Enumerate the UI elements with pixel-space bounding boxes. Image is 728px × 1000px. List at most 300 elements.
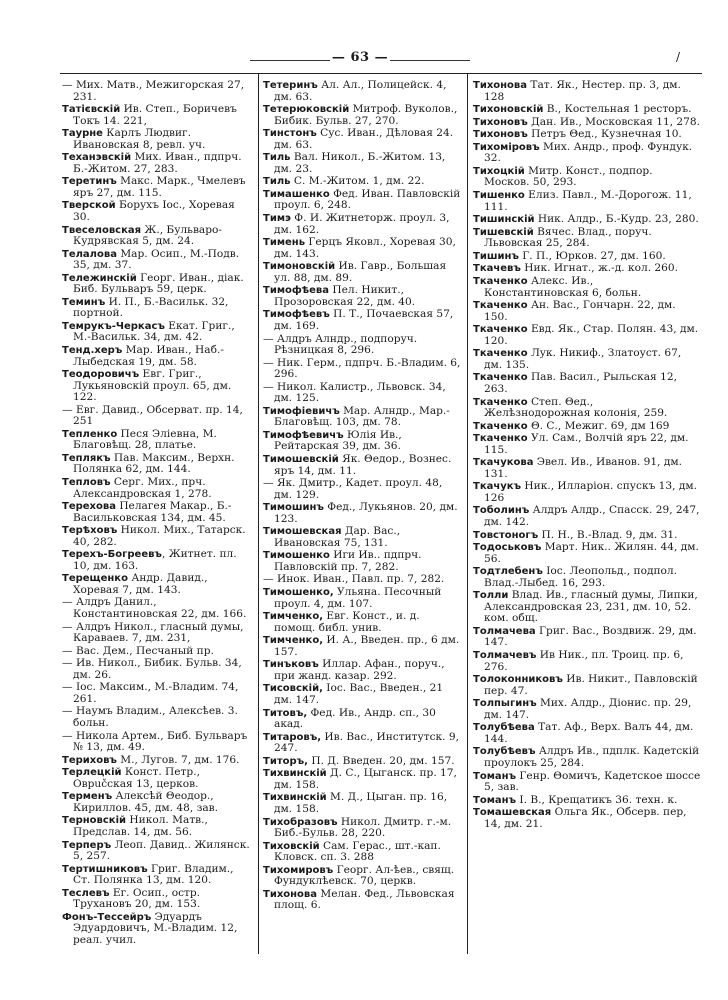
- entry-surname: Твеселовская: [62, 224, 142, 236]
- entry-details: Эдуардъ Эдуардовичъ, М.-Владим. 12, реал. учил.: [73, 910, 238, 946]
- entry-surname: Таурне: [62, 128, 103, 140]
- directory-entry: [263, 128, 463, 151]
- entry-details: Ф. И. Житнеторж. проул. 3, дм. 162.: [274, 212, 450, 236]
- entry-details: Ольга Як., Обсерв. пер, 14, дм. 21.: [484, 806, 687, 830]
- entry-details: Евг. Конст., и. д. помощ. библ. унив.: [274, 610, 420, 634]
- entry-surname: Тимоновскій: [263, 261, 336, 273]
- entry-details: П. Н., В.-Влад. 9, дм. 31.: [538, 528, 678, 541]
- entry-details: Ал. Ал., Полицейск. 4, дм. 63.: [274, 79, 447, 103]
- entry-details: Мар. Алндр., Мар.-Благовѣщ. 103, дм. 78.: [274, 404, 450, 429]
- directory-entry: [62, 249, 254, 272]
- directory-entry: [473, 348, 701, 371]
- entry-surname: Томанъ: [473, 794, 517, 806]
- directory-entry: [62, 200, 254, 223]
- directory-entry: [263, 213, 463, 236]
- directory-entry: [62, 791, 254, 814]
- entry-surname: Фонъ-Тессейръ: [62, 911, 152, 923]
- directory-entry: [263, 732, 463, 755]
- entry-surname: Толмачевъ: [473, 650, 537, 662]
- entry-surname: Титовъ,: [263, 707, 308, 719]
- directory-entry: [473, 324, 701, 347]
- column-2: [263, 80, 463, 913]
- header-rule-right: [390, 60, 470, 61]
- entry-details: Ив. Степ., Боричевъ Токъ 14. 221,: [73, 103, 237, 127]
- directory-entry: [263, 189, 463, 212]
- directory-entry: [62, 104, 254, 127]
- entry-surname: Тимофѣева: [263, 285, 330, 297]
- entry-details: Ив. Никит., Павловскій пер. 47.: [484, 673, 698, 697]
- entry-surname: Тодоськовъ: [473, 542, 542, 554]
- entry-surname: Терѣховъ: [62, 525, 118, 537]
- entry-surname: Тепловъ: [62, 477, 111, 488]
- entry-surname: Ткачевъ: [473, 263, 521, 275]
- entry-details: Іос. Вас., Введен., 21 дм. 147.: [274, 682, 444, 706]
- entry-surname: Толпыгинъ: [473, 698, 537, 710]
- entry-details: Евг. Григ., Лукьяновскій проул. 65, дм. 122.: [73, 368, 232, 404]
- directory-entry: [62, 888, 254, 911]
- directory-entry: [62, 864, 254, 887]
- entry-surname: Тимошенко,: [263, 587, 334, 599]
- directory-entry: [263, 334, 463, 357]
- entry-surname: Тимофѣевичъ: [263, 429, 344, 441]
- entry-surname: Ткаченко: [473, 372, 528, 384]
- entry-details: М., Лугов. 7, дм. 176.: [116, 753, 240, 766]
- entry-details: Мих. Андр., проф. Фундук. 32.: [484, 140, 693, 165]
- directory-entry: [62, 767, 254, 790]
- entry-details: Серг. Мих., прч. Александровская 1, 278.: [73, 476, 212, 500]
- entry-details: Ан. Вас., Гончарн. 22, дм. 150.: [484, 299, 676, 323]
- entry-details: Эвел. Ив., Иванов. 91, дм. 131.: [484, 456, 682, 480]
- entry-details: Иллар. Афан., поруч., при жанд. казар. 292.: [274, 658, 445, 682]
- directory-entry: [62, 815, 254, 838]
- directory-entry: [263, 430, 463, 453]
- directory-entry: [473, 795, 701, 807]
- entry-surname: Тимошинъ: [263, 502, 324, 514]
- directory-entry: [473, 674, 701, 697]
- entry-details: Юлія Ив., Рейтарская 39, дм. 36.: [274, 428, 402, 453]
- entry-surname: Тертишниковъ: [62, 863, 148, 875]
- entry-details: Фед., Лукьянов. 20, дм. 123.: [274, 501, 458, 525]
- directory-entry: [62, 682, 254, 705]
- entry-details: Леоп. Давид.. Жилянск. 5, 257.: [73, 838, 250, 862]
- entry-details: Конст. Петр., Оврučская 13, церков.: [73, 766, 200, 790]
- entry-surname: Тишевскій: [473, 226, 534, 238]
- entry-details: Фед. Иван. Павловскій проул. 6, 248.: [274, 187, 461, 212]
- directory-entry: [62, 297, 254, 320]
- directory-entry: [473, 190, 701, 213]
- entry-details: — Евг. Давид., Обсерват. пр. 14, 251: [62, 403, 243, 428]
- directory-entry: [263, 841, 463, 864]
- directory-entry: [62, 429, 254, 452]
- directory-entry: [263, 587, 463, 610]
- entry-surname: Тихоновъ: [473, 116, 528, 128]
- entry-details: І. В., Крещатикъ 36. техн. к.: [516, 793, 678, 806]
- entry-details: Песя Эліевна, М. Благовѣщ. 28, платье.: [73, 427, 217, 452]
- entry-details: — Ник. Герм., пдпрч. Б.-Владим. 6, 296.: [263, 356, 461, 381]
- entry-surname: Тоболинъ: [473, 505, 530, 517]
- directory-entry: [62, 573, 254, 596]
- directory-entry: [62, 405, 254, 428]
- directory-entry: [62, 731, 254, 754]
- directory-entry: [62, 321, 254, 344]
- directory-entry: [263, 237, 463, 260]
- page-header: [0, 50, 728, 70]
- entry-surname: Тимэ: [263, 213, 291, 225]
- entry-surname: Титаровъ,: [263, 731, 322, 743]
- entry-surname: Томашевская: [473, 807, 552, 819]
- entry-details: Иги Ив.. пдпрч. Павловскій пр. 7, 282.: [274, 549, 422, 573]
- entry-details: Як. Θедор., Вознес. яръ 14, дм. 11.: [274, 453, 452, 477]
- entry-details: Пав. Васил., Рыльская 12, 263.: [484, 371, 677, 395]
- directory-entry: [473, 263, 701, 275]
- entry-surname: Тихоцкій: [473, 165, 525, 177]
- entry-details: Пав. Максим., Верхн. Полянка 62, дм. 144.: [73, 451, 235, 476]
- directory-entry: [473, 698, 701, 721]
- entry-surname: Тимошевскій: [263, 454, 339, 465]
- directory-entry: [263, 80, 463, 103]
- entry-surname: Толмачева: [473, 625, 536, 637]
- directory-entry: [263, 261, 463, 284]
- entry-details: Степ. Θед., Желѣзнодорожная колонія, 259.: [484, 395, 668, 419]
- entry-details: — Никола Артем., Биб. Бульваръ № 13, дм. 49.: [62, 729, 248, 754]
- entry-details: Герцъ Яковл., Хоревая 30, дм. 143.: [274, 236, 456, 260]
- entry-surname: Толли: [473, 590, 509, 602]
- directory-entry: [62, 549, 254, 572]
- directory-entry: [263, 550, 463, 573]
- entry-details: Лук. Никиф., Златоуст. 67, дм. 135.: [484, 347, 682, 371]
- entry-surname: Ткаченко: [473, 433, 528, 445]
- entry-details: — Никол. Калистр., Львовск. 34, дм. 125.: [263, 380, 446, 405]
- entry-details: Март. Ник.. Жилян. 44, дм. 56.: [484, 541, 699, 565]
- entry-surname: Тимень: [263, 237, 306, 249]
- entry-details: — Як. Дмитр., Кадет. проул. 48, дм. 129.: [263, 477, 443, 501]
- directory-entry: [473, 421, 701, 433]
- directory-entry: [473, 433, 701, 456]
- entry-surname: Тиль: [263, 176, 291, 188]
- entry-surname: Тетеринъ: [263, 80, 318, 91]
- entry-details: Евд. Як., Стар. Полян. 43, дм. 120.: [484, 323, 699, 347]
- directory-entry: [263, 792, 463, 815]
- directory-entry: [263, 406, 463, 429]
- entry-surname: Терновскій: [62, 815, 127, 827]
- margin-mark: /: [676, 50, 681, 64]
- entry-details: П. Т., Почаевская 57, дм. 169.: [274, 308, 454, 332]
- entry-details: Тат. Аф., Верх. Валъ 44, дм. 144.: [484, 721, 694, 745]
- directory-entry: [62, 501, 254, 524]
- entry-surname: Тинстонъ: [263, 128, 317, 140]
- entry-surname: Терехова: [62, 501, 116, 513]
- entry-surname: Тимченко,: [263, 635, 324, 647]
- entry-surname: Теплякъ: [62, 452, 111, 464]
- entry-details: Карлъ Людвиг. Ивановская 8, ревл. уч.: [73, 127, 206, 151]
- entry-surname: Тихоновъ: [473, 129, 528, 141]
- page-number: — 63 —: [331, 50, 389, 65]
- directory-entry: [263, 708, 463, 731]
- entry-details: Ег. Осип., остр. Трухановъ 20, дм. 153.: [73, 886, 201, 911]
- entry-surname: Тимченко,: [263, 611, 324, 623]
- entry-surname: Телалова: [62, 248, 117, 260]
- directory-entry: [62, 622, 254, 645]
- directory-entry: [473, 142, 701, 165]
- entry-details: С. М.-Житом. 1, дм. 22.: [290, 175, 425, 188]
- entry-surname: Тимошевская: [263, 526, 342, 538]
- entry-surname: Терлецкій: [62, 767, 122, 779]
- column-divider-2: [467, 74, 468, 954]
- directory-entry: [473, 481, 701, 504]
- directory-entry: [473, 771, 701, 794]
- entry-details: Ник., Илларіон. спускъ 13, дм. 126: [484, 480, 698, 504]
- entry-surname: Тишинъ: [473, 250, 519, 262]
- entry-details: Іос. Леопольд., подпол. Влад.-Лыбед. 16, 293.: [484, 565, 678, 589]
- directory-entry: [62, 176, 254, 199]
- entry-details: Θ. С., Межиг. 69, дм 169: [527, 419, 670, 432]
- directory-entry: [473, 530, 701, 542]
- directory-entry: [473, 251, 701, 263]
- directory-entry: [473, 129, 701, 141]
- directory-entry: [62, 706, 254, 729]
- entry-surname: Тиль: [263, 152, 291, 164]
- entry-details: Д. С., Цыганск. пр. 17, дм. 158.: [274, 767, 457, 791]
- entry-surname: Тихонова: [263, 888, 318, 900]
- directory-entry: [473, 397, 701, 420]
- entry-details: П. Д. Введен. 20, дм. 157.: [307, 754, 455, 767]
- entry-details: Алдръ Ив., пдплк. Кадетскій проулокъ 25, 284.: [484, 745, 700, 769]
- entry-details: Никол. Дмитр. г.-м. Биб.-Бульв. 28, 220.: [274, 815, 452, 839]
- entry-details: Мих. Иван., пдпрч. Б.-Житом. 27, 283.: [73, 151, 242, 175]
- entry-details: Алдръ Алдр., Спасск. 29, 247, дм. 142.: [484, 504, 700, 528]
- entry-details: Ул. Сам., Волчій яръ 22, дм. 115.: [484, 432, 689, 456]
- directory-entry: [263, 152, 463, 175]
- directory-entry: [473, 372, 701, 395]
- entry-details: Ник. Игнат., ж.-д. кол. 260.: [520, 262, 679, 275]
- entry-details: Григ. Владим., Ст. Полянка 13, дм. 120.: [73, 862, 234, 887]
- entry-details: Фед. Ив., Андр. сп., 30 акад.: [274, 706, 436, 731]
- entry-details: Григ. Вас., Воздвиж. 29, дм. 147.: [484, 624, 697, 649]
- entry-surname: Тисовскій,: [263, 683, 323, 695]
- entry-surname: Тимашенко: [263, 188, 330, 200]
- entry-details: И. А., Введен. пр., 6 дм. 157.: [274, 634, 460, 658]
- directory-entry: [263, 574, 463, 586]
- entry-surname: Ткачукова: [473, 457, 534, 469]
- entry-details: — Инок. Иван., Павл. пр. 7, 282.: [263, 573, 445, 586]
- entry-surname: Ткаченко: [473, 396, 528, 408]
- entry-surname: Теодоровичъ: [62, 369, 140, 381]
- directory-entry: [263, 526, 463, 549]
- directory-entry: [62, 345, 254, 368]
- directory-entry: [62, 840, 254, 863]
- entry-details: Влад. Ив., гласный думы, Липки, Александровская 23, 231, дм. 10, 52. ком. общ.: [484, 589, 698, 625]
- directory-entry: [473, 166, 701, 189]
- entry-details: Борухъ Іос., Хоревая 30.: [73, 199, 235, 223]
- directory-entry: [62, 912, 254, 947]
- directory-entry: [62, 152, 254, 175]
- directory-entry: [263, 454, 463, 477]
- entry-details: — Вас. Дем., Песчаный пр.: [62, 644, 214, 657]
- directory-entry: [62, 525, 254, 548]
- entry-details: — Ив. Никол., Бибик. Бульв. 34, дм. 26.: [62, 657, 242, 681]
- entry-details: Петръ Θед., Кузнечная 10.: [527, 128, 682, 141]
- entry-surname: Теретинъ: [62, 176, 117, 188]
- directory-entry: [62, 477, 254, 500]
- directory-entry: [473, 276, 701, 299]
- directory-entry: [263, 478, 463, 501]
- entry-surname: Ткаченко: [473, 348, 528, 360]
- directory-entry: [473, 542, 701, 565]
- entry-surname: Ткаченко: [473, 420, 528, 432]
- directory-entry: [62, 80, 254, 103]
- entry-surname: Титоръ,: [263, 755, 308, 767]
- entry-surname: Тихвинскій: [263, 792, 327, 804]
- entry-surname: Тишинскій: [473, 214, 535, 226]
- entry-details: Георг. Ал-ѣев., свящ. Фундуклѣевск. 70, церкв.: [274, 863, 455, 888]
- entry-surname: Терменъ: [62, 791, 113, 803]
- entry-details: Мар. Иван., Наб.-Лыбедская 19, дм. 58.: [73, 344, 224, 368]
- directory-entry: [263, 635, 463, 658]
- entry-details: Алекс. Ив., Константиновская 6, больн.: [484, 275, 642, 299]
- directory-entry: [473, 807, 701, 830]
- column-1: [62, 80, 254, 947]
- directory-entry: [473, 746, 701, 769]
- directory-entry: [263, 358, 463, 381]
- directory-entry: [473, 80, 701, 103]
- entry-surname: Ткаченко: [473, 300, 528, 312]
- entry-surname: Терперъ: [62, 839, 112, 851]
- entry-surname: Тверской: [62, 200, 116, 212]
- directory-entry: [263, 817, 463, 840]
- entry-details: Сам. Герас., шт.-кап. Кловск. сп. 3. 288: [274, 839, 441, 864]
- directory-entry: [473, 626, 701, 649]
- entry-details: Ник. Алдр., Б.-Кудр. 23, 280.: [534, 213, 699, 226]
- entry-surname: Терещенко: [62, 573, 128, 585]
- entry-details: Ж., Бульваро-Кудрявская 5, дм. 24.: [73, 223, 222, 248]
- entry-details: Вал. Никол., Б.-Житом. 13, дм. 23.: [274, 151, 446, 175]
- directory-entry: [263, 865, 463, 888]
- entry-surname: Темрукъ-Черкасъ: [62, 320, 165, 332]
- directory-entry: [473, 590, 701, 625]
- entry-details: Алексѣй Θеодор., Кириллов. 45, дм. 48, зав.: [73, 790, 218, 814]
- entry-details: — Наумъ Владим., Алексѣев. 3. больн.: [62, 705, 238, 729]
- directory-entry: [473, 117, 701, 129]
- directory-entry: [62, 128, 254, 151]
- entry-details: Макс. Марк., Чмелевъ яръ 27, дм. 115.: [73, 175, 246, 199]
- entry-surname: Тихоміровъ: [473, 141, 540, 153]
- directory-entry: [263, 768, 463, 791]
- entry-details: Ив Ник., пл. Троиц. пр. 6, 276.: [484, 649, 684, 673]
- entry-surname: Толоконниковъ: [473, 674, 563, 686]
- entry-details: Тат. Як., Нестер. пр. 3, дм. 128: [484, 79, 681, 103]
- entry-surname: Тинъковъ: [263, 659, 319, 671]
- entry-details: Мелан. Фед., Львовская площ. 6.: [274, 887, 455, 912]
- entry-details: Дан. Ив., Московская 11, 278.: [527, 115, 701, 128]
- entry-details: — Алдръ Данил., Константиновская 22, дм. 166.: [62, 596, 247, 620]
- directory-entry: [62, 273, 254, 296]
- directory-entry: [473, 722, 701, 745]
- entry-details: Георг. Иван., діак. Биб. Бульваръ 59, церк.: [73, 271, 244, 296]
- entry-details: М. Д., Цыган. пр. 16, дм. 158.: [274, 791, 448, 815]
- directory-entry: [263, 382, 463, 405]
- top-rule: [60, 73, 702, 74]
- entry-details: Ив. Гавр., Большая ул. 88, дм. 89.: [274, 260, 447, 284]
- entry-details: В., Костельная 1 ресторъ.: [543, 103, 692, 116]
- entry-details: И. П., Б.-Васильк. 32, портной.: [73, 295, 229, 320]
- entry-details: Елиз. Павл., М.-Дорогож. 11, 111.: [484, 189, 692, 213]
- entry-details: Ив. Вас., Институтск. 9, 247.: [274, 730, 459, 755]
- directory-entry: [62, 755, 254, 767]
- directory-entry: [263, 309, 463, 332]
- entry-surname: Ткаченко: [473, 324, 528, 336]
- entry-surname: Татієвскій: [62, 104, 121, 116]
- entry-surname: Тетерюковскій: [263, 104, 350, 116]
- directory-entry: [62, 646, 254, 658]
- entry-details: Дар. Вас., Ивановская 75, 131.: [274, 525, 401, 549]
- entry-details: Митроф. Вуколов., Бибик. Бульв. 27, 270.: [274, 103, 458, 127]
- entry-surname: Ткаченко: [473, 276, 528, 288]
- directory-entry: [62, 225, 254, 248]
- entry-surname: Терехъ-Богреевъ: [62, 549, 162, 561]
- entry-details: Ульяна. Песочный проул. 4, дм. 107.: [274, 586, 442, 610]
- entry-details: — Мих. Матв., Межигорская 27, 231.: [62, 79, 245, 103]
- entry-details: Вячес. Влад., поруч. Львовская 25, 284.: [484, 225, 652, 250]
- entry-details: Сус. Иван., Дѣловая 24. дм. 63.: [274, 127, 454, 151]
- directory-entry: [62, 658, 254, 681]
- entry-details: Екат. Григ., М.-Васильк. 34, дм. 42.: [73, 319, 235, 344]
- entry-surname: Тимошенко: [263, 550, 330, 562]
- entry-details: Г. П., Юрков. 27, дм. 160.: [518, 249, 666, 262]
- entry-surname: Тихомировъ: [263, 864, 334, 876]
- directory-entry: [473, 505, 701, 528]
- directory-entry: [263, 285, 463, 308]
- directory-entry: [473, 214, 701, 226]
- directory-entry: [473, 650, 701, 673]
- entry-surname: Теханэвскій: [62, 152, 132, 164]
- entry-surname: Томанъ: [473, 770, 517, 782]
- entry-surname: Тепленко: [62, 428, 118, 440]
- entry-details: Пелагея Макар., Б.-Васильковская 134, дм. 45.: [73, 500, 232, 524]
- directory-entry: [62, 597, 254, 620]
- entry-details: — Іос. Максим., М.-Владим. 74, 261.: [62, 681, 239, 705]
- directory-entry: [263, 611, 463, 634]
- directory-entry: [263, 683, 463, 706]
- entry-surname: Теминъ: [62, 296, 106, 308]
- directory-entry: [263, 176, 463, 188]
- directory-entry: [473, 300, 701, 323]
- directory-entry: [62, 453, 254, 476]
- entry-surname: Теслевъ: [62, 887, 110, 899]
- entry-details: , Житнет. пл. 10, дм. 163.: [73, 548, 237, 572]
- directory-entry: [263, 104, 463, 127]
- entry-surname: Тодтлебенъ: [473, 566, 543, 578]
- directory-entry: [263, 659, 463, 682]
- entry-surname: Териховъ: [62, 754, 117, 766]
- entry-details: — Алдръ Никол., гласный думы, Караваев. 7, дм. 231,: [62, 620, 244, 645]
- entry-details: Митр. Конст., подпор. Москов. 50, 293.: [484, 164, 653, 189]
- directory-entry: [263, 889, 463, 912]
- entry-details: Генр. Θомичъ, Кадетское шоссе 5, зав.: [484, 769, 701, 793]
- entry-surname: Толубѣевъ: [473, 746, 536, 758]
- entry-surname: Тимофіевичъ: [263, 405, 340, 417]
- header-rule-left: [250, 60, 330, 61]
- entry-details: Мих. Алдр., Діонис. пр. 29, дм. 147.: [484, 697, 692, 721]
- entry-surname: Товстоногъ: [473, 529, 539, 541]
- entry-surname: Тишенко: [473, 190, 525, 202]
- entry-details: Мар. Осип., М.-Подв. 35, дм. 37.: [73, 247, 240, 272]
- column-divider-1: [258, 74, 259, 954]
- entry-details: Никол. Мих., Татарск. 40, 282.: [73, 524, 246, 548]
- entry-surname: Толубѣева: [473, 722, 535, 734]
- entry-details: Андр. Давид., Хоревая 7, дм. 143.: [73, 572, 208, 596]
- directory-entry: [473, 566, 701, 589]
- entry-details: Пел. Никит., Прозоровская 22, дм. 40.: [274, 284, 416, 308]
